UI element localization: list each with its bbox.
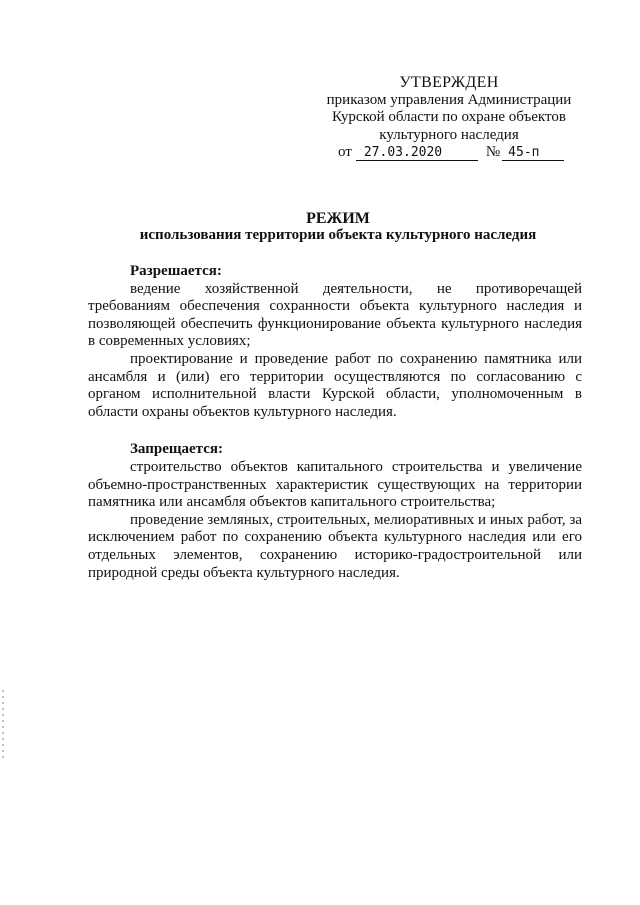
approval-number: 45-п <box>502 145 564 161</box>
section-spacer <box>88 421 582 441</box>
approval-date: 27.03.2020 <box>356 145 478 161</box>
approval-block <box>318 74 580 162</box>
allowed-heading: Разрешается: <box>130 263 222 279</box>
document-body <box>88 263 582 582</box>
document-title <box>100 210 576 244</box>
forbidden-heading: Запрещается: <box>130 441 224 458</box>
scan-edge-artifact <box>2 690 4 760</box>
approval-date-number-row <box>318 144 580 162</box>
forbidden-item-2: проведение земляных, строительных, мелиоративных и иных работ, за исключением работ по сохранению объекта культурного наследия или его отдельных элементов, сохранению историко-градостроительной или природной среды объекта культурного наследия. <box>88 511 582 581</box>
approval-line-3: культурного наследия <box>379 126 519 143</box>
approval-line-2: Курской области по охране объектов <box>332 109 566 125</box>
forbidden-item-1: строительство объектов капитального строительства и увеличение объемно-пространственных характеристик существующих на территории памятника или ансамбля объектов капитального строительства; <box>88 458 582 511</box>
allowed-item-1: ведение хозяйственной деятельности, не противоречащей требованиям обеспечения сохранности объекта культурного наследия и позволяющей обеспечить функционирование объекта культурного наследия в современных условиях; <box>88 280 582 350</box>
from-label: от <box>338 144 352 160</box>
approval-heading: УТВЕРЖДЕН <box>399 74 499 91</box>
title-main: РЕЖИМ <box>306 210 370 227</box>
title-sub: использования территории объекта культурного наследия <box>139 227 537 243</box>
approval-line-1: приказом управления Администрации <box>326 91 572 108</box>
allowed-item-2: проектирование и проведение работ по сохранению памятника или ансамбля и (или) его территории осуществляются по согласованию с органом исполнительной власти Курской области, уполномоченным в области охраны объектов культурного наследия. <box>88 350 582 420</box>
number-label: № <box>485 144 501 160</box>
